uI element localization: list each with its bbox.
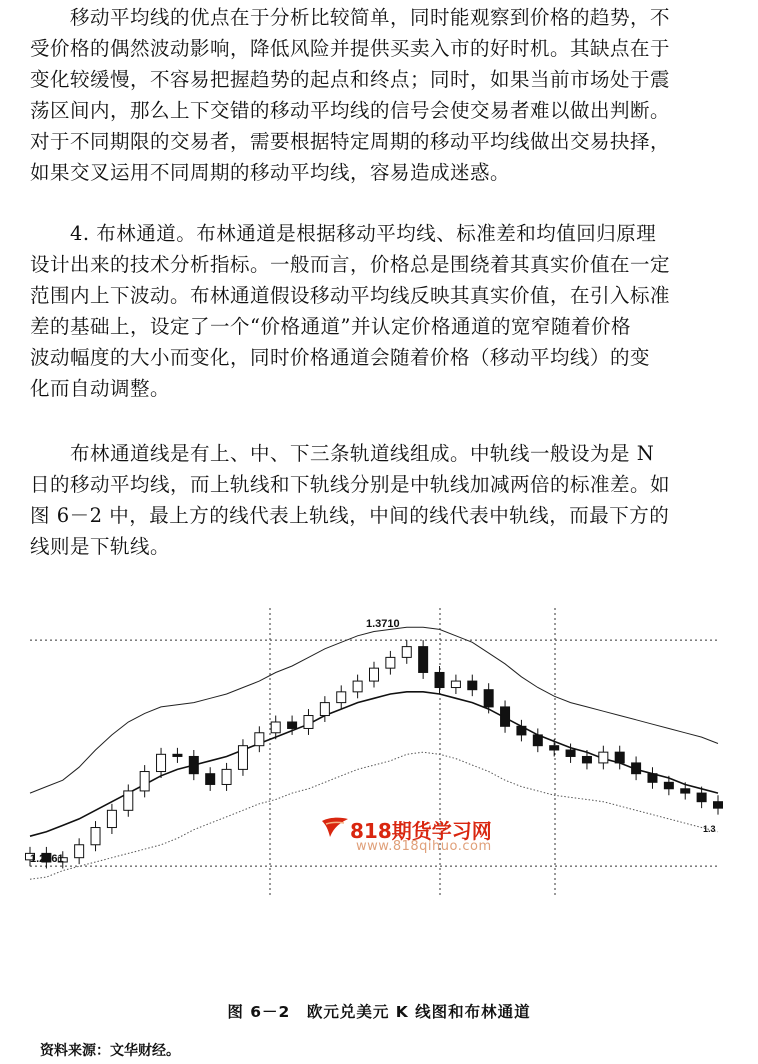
candle-body bbox=[173, 754, 182, 756]
candle-body bbox=[140, 772, 149, 791]
text-line: 日的移动平均线，而上轨线和下轨线分别是中轨线加减两倍的标准差。如 bbox=[30, 473, 671, 496]
candle-body bbox=[501, 707, 510, 726]
text-line: 移动平均线的优点在于分析比较简单，同时能观察到价格的趋势，不 bbox=[30, 6, 671, 29]
paragraph-3 bbox=[30, 438, 748, 562]
text-line: 4. 布林通道。布林通道是根据移动平均线、标准差和均值回归原理 bbox=[30, 222, 657, 245]
candle-body bbox=[599, 752, 608, 763]
candle-body bbox=[369, 668, 378, 681]
candle-body bbox=[648, 774, 657, 783]
candle-body bbox=[304, 716, 313, 729]
text-line: 对于不同期限的交易者，需要根据特定周期的移动平均线做出交易抉择， bbox=[30, 130, 671, 153]
text-line: 线则是下轨线。 bbox=[30, 535, 171, 558]
candle-body bbox=[713, 802, 722, 808]
candle-body bbox=[386, 657, 395, 668]
site-watermark bbox=[320, 815, 510, 865]
candle-body bbox=[402, 647, 411, 658]
candle-body bbox=[157, 754, 166, 771]
candle-body bbox=[697, 793, 706, 802]
text-line: 波动幅度的大小而变化，同时价格通道会随着价格（移动平均线）的变 bbox=[30, 346, 651, 369]
candle-body bbox=[533, 735, 542, 746]
upper-band-line bbox=[30, 627, 718, 793]
candle-body bbox=[353, 681, 362, 692]
price-low-label: 1.2661 bbox=[30, 853, 64, 865]
watermark-url: www.818qihuo.com bbox=[356, 839, 492, 854]
candle-body bbox=[222, 769, 231, 784]
candle-body bbox=[484, 690, 493, 707]
figure-caption: 图 6－2 欧元兑美元 K 线图和布林通道 bbox=[227, 1003, 531, 1021]
text-line: 范围内上下波动。布林通道假设移动平均线反映其真实价值，在引入标准 bbox=[30, 284, 671, 307]
candle-body bbox=[615, 752, 624, 763]
text-line: 化而自动调整。 bbox=[30, 377, 171, 400]
figure-source: 资料来源：文华财经。 bbox=[40, 1043, 180, 1059]
candle-body bbox=[632, 763, 641, 774]
candle-body bbox=[91, 828, 100, 845]
candle-body bbox=[288, 722, 297, 728]
candle-body bbox=[107, 810, 116, 827]
text-line: 设计出来的技术分析指标。一般而言，价格总是围绕着其真实价值在一定 bbox=[30, 253, 671, 276]
candle-body bbox=[320, 703, 329, 716]
candle-body bbox=[419, 647, 428, 673]
candle-body bbox=[189, 756, 198, 773]
candle-body bbox=[124, 791, 133, 810]
candle-body bbox=[75, 845, 84, 858]
paragraph-2 bbox=[30, 218, 748, 404]
candle-body bbox=[517, 726, 526, 735]
text-line: 布林通道线是有上、中、下三条轨道线组成。中轨线一般设为是 N bbox=[30, 442, 655, 465]
text-line: 受价格的偶然波动影响，降低风险并提供买卖入市的好时机。其缺点在于 bbox=[30, 37, 671, 60]
candle-body bbox=[337, 692, 346, 703]
candle-body bbox=[550, 746, 559, 750]
candle-body bbox=[681, 789, 690, 793]
text-line: 差的基础上，设定了一个“价格通道”并认定价格通道的宽窄随着价格 bbox=[30, 315, 631, 338]
candle-body bbox=[255, 733, 264, 746]
price-right-label: 1.3 bbox=[703, 824, 716, 834]
logo-icon bbox=[320, 815, 350, 841]
candle-body bbox=[206, 774, 215, 785]
candle-body bbox=[664, 782, 673, 788]
price-high-label: 1.3710 bbox=[366, 618, 400, 630]
candle-body bbox=[435, 672, 444, 687]
text-line: 变化较缓慢，不容易把握趋势的起点和终点；同时，如果当前市场处于震 bbox=[30, 68, 671, 91]
candle-body bbox=[582, 756, 591, 762]
text-line: 图 6－2 中，最上方的线代表上轨线，中间的线代表中轨线，而最下方的 bbox=[30, 504, 670, 527]
text-line: 如果交叉运用不同周期的移动平均线，容易造成迷惑。 bbox=[30, 161, 511, 184]
paragraph-1 bbox=[30, 2, 748, 188]
candle-body bbox=[238, 746, 247, 770]
candle-body bbox=[566, 750, 575, 756]
candle-body bbox=[271, 722, 280, 733]
candle-body bbox=[451, 681, 460, 687]
text-line: 荡区间内，那么上下交错的移动平均线的信号会使交易者难以做出判断。 bbox=[30, 99, 671, 122]
candle-body bbox=[468, 681, 477, 690]
watermark-title: 818期货学习网 bbox=[350, 819, 492, 843]
